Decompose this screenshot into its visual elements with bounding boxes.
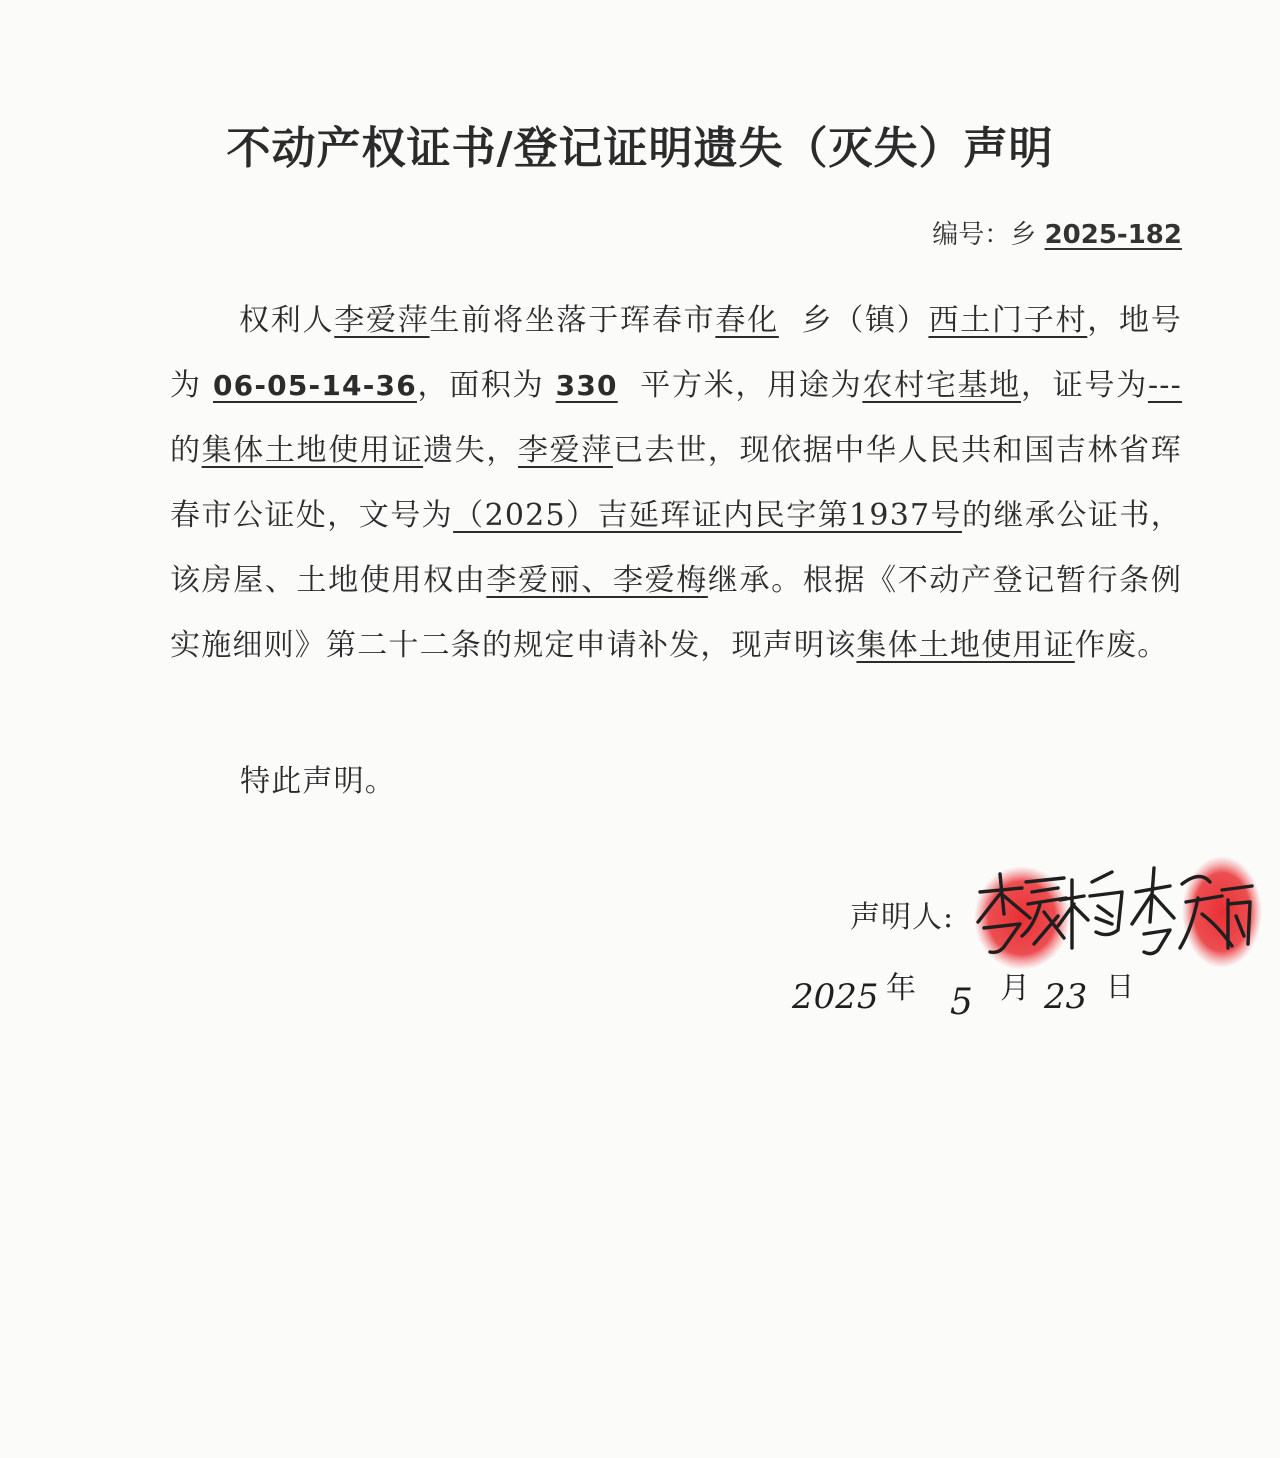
date-year-unit: 年: [886, 971, 916, 1006]
owner-name: 李爱萍: [334, 303, 430, 338]
text-segment: 生前将坐落于珲春市: [429, 303, 716, 338]
text-segment: 平方米，用途为: [640, 368, 863, 403]
date-day-unit: 日: [1106, 970, 1135, 1003]
certificate-type-repeat: 集体土地使用证: [856, 628, 1075, 663]
land-usage: 农村宅基地: [862, 368, 1022, 403]
closing-statement: 特此声明。: [240, 764, 396, 799]
village-name: 西土门子村: [928, 303, 1088, 338]
text-segment: 遗失，: [423, 433, 519, 468]
text-segment: 继承。根据《不动产登记暂行条例实施细则》第二十二条的规定申请补发，现声明该: [170, 563, 1183, 663]
certificate-number: ---: [1147, 368, 1182, 403]
date-month: 5: [950, 982, 973, 1023]
township-name: 春化: [715, 303, 779, 338]
text-segment: 已去世，现依据中华人民共和国吉林省珲春市公证处，文号为: [170, 433, 1182, 533]
date-month-unit: 月: [1000, 971, 1030, 1006]
text-segment: 权利人: [239, 303, 335, 338]
notary-document-number: （2025）吉延珲证内民字第1937号: [453, 498, 963, 533]
statement-body: [170, 288, 1182, 678]
heir-names: 李爱丽、李爱梅: [486, 563, 708, 598]
document-number: [932, 214, 1182, 251]
signing-date: [790, 958, 1150, 1034]
text-segment: ，地号为: [170, 303, 1182, 403]
document-number-value: 2025-182: [1044, 220, 1182, 250]
text-segment: 作废。: [1074, 628, 1169, 663]
date-day: 23: [1044, 977, 1088, 1017]
land-number: 06-05-14-36: [213, 369, 417, 402]
statement-paragraph: [170, 288, 1182, 678]
text-segment: 乡（镇）: [801, 303, 929, 338]
text-segment: ，证号为: [1021, 368, 1148, 403]
owner-name-repeat: 李爱萍: [518, 433, 613, 468]
text-segment: ，面积为: [416, 368, 545, 403]
text-segment: 的继承公证书，该房屋、土地使用权由: [170, 498, 1182, 598]
signer-label: 声明人:: [850, 900, 955, 935]
date-year: 2025: [792, 977, 879, 1017]
text-segment: 的: [170, 433, 202, 468]
area-value: 330: [555, 369, 618, 402]
document-number-label: 编号：乡: [932, 220, 1037, 250]
certificate-type: 集体土地使用证: [201, 433, 424, 468]
document-title: 不动产权证书/登记证明遗失（灭失）声明: [226, 123, 1054, 174]
